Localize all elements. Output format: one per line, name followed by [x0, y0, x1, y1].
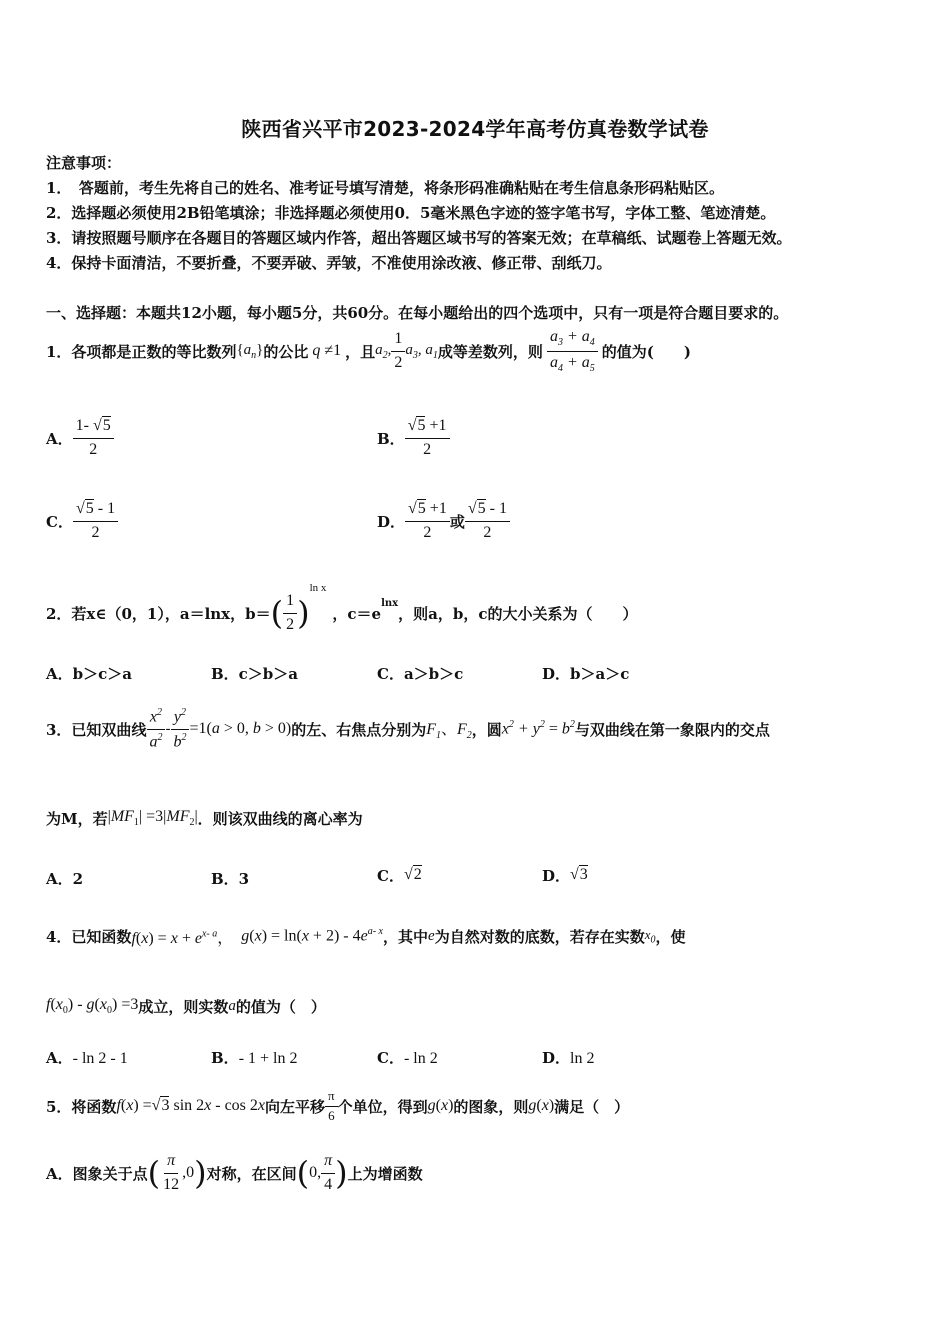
option-label: C．	[377, 866, 404, 885]
fraction: $\frac{1}{2}$	[283, 592, 297, 634]
option-label: B．	[377, 429, 405, 448]
q2-text: ，c＝e	[332, 604, 382, 623]
q4-text: 4．已知函数	[46, 927, 132, 946]
q4-option-b	[211, 1047, 297, 1068]
option-value: - ln 2	[403, 1050, 438, 1067]
question-3-cont	[46, 800, 363, 836]
or-text: 或	[449, 512, 465, 531]
q2-exponent: lnx	[381, 598, 399, 609]
q1-option-a	[46, 414, 114, 462]
q5-option-a	[46, 1144, 423, 1202]
exponent: ln x	[309, 582, 327, 594]
fraction: $\frac{y^2}{b^2}$	[170, 707, 189, 751]
q4-text: ，使	[655, 927, 686, 946]
left-paren: (	[270, 594, 284, 632]
fraction: $\frac{x^2}{a^2}$	[146, 707, 165, 751]
question-4	[46, 918, 686, 954]
fraction: $\frac{√5 - 1}{2}$	[73, 500, 118, 542]
q1-terms: $a_2$,	[375, 341, 392, 361]
fraction: $\frac{\pi}{12}$	[163, 1152, 180, 1193]
g-func: g(x)	[427, 1097, 454, 1114]
q3-text: ．则该双曲线的离心率为	[197, 809, 363, 828]
q1-text: 的值为( )	[601, 342, 691, 361]
q1-option-c	[46, 497, 118, 545]
q3-option-b: B．3	[211, 870, 250, 888]
zero-comma: 0,	[309, 1164, 322, 1181]
notice-heading: 注意事项：	[46, 154, 122, 172]
circle-eq: $x^2 + y^2 = b^2$	[501, 719, 575, 738]
foci: $F_1$、$F_2$	[426, 721, 472, 742]
q1-text: 成等差数列，则	[437, 342, 543, 361]
g-func: g(x)	[528, 1097, 555, 1114]
a-symbol: a	[228, 997, 236, 1014]
q2-option-b: B．c＞b＞a	[211, 665, 299, 683]
q3-text: 为M，若	[46, 809, 108, 828]
option-value: - ln 2 - 1	[72, 1050, 128, 1067]
q4-text: 成立，则实数	[138, 997, 229, 1016]
option-value: - 1 + ln 2	[238, 1050, 298, 1067]
q2-option-d: D．b＞a＞c	[542, 665, 630, 683]
minus: -	[165, 720, 171, 737]
question-4-cont	[46, 986, 326, 1026]
q1-seq: $\{a_n\}$	[236, 341, 264, 361]
option-label: B．	[211, 1049, 239, 1067]
q5-text: 5．将函数	[46, 1097, 117, 1116]
notice-item: 3．请按照题号顺序在各题目的答题区域内作答，超出答题区域书写的答案无效；在草稿纸、试题卷上答题无效。	[46, 229, 792, 247]
q2-text: 2．若x∈（0，1），a＝lnx，b＝	[46, 604, 271, 623]
q2-option-a: A．b＞c＞a	[46, 665, 132, 683]
notice-item: 1． 答题前，考生先将自己的姓名、准考证号填写清楚，将条形码准确粘贴在考生信息条形码粘贴区。	[46, 179, 724, 197]
fraction: $\frac{√5 +1}{2}$	[405, 500, 450, 542]
q1-option-d	[377, 497, 510, 545]
q1-half: $\frac{1}{2}$	[391, 330, 405, 372]
q2-option-c: C．a＞b＞c	[377, 665, 464, 683]
section-heading: 一、选择题：本题共12小题，每小题5分，共60分。在每小题给出的四个选项中，只有一项是符合题目要求的。	[46, 304, 789, 322]
q4-option-d	[542, 1047, 594, 1068]
equation: =1(a > 0, b > 0)	[189, 720, 292, 737]
g-def: $g(x) = \ln(x + 2) - 4e^{a- x}$	[241, 926, 383, 945]
f-def: f(x) =√3 sin 2x - cos 2x	[116, 1097, 266, 1114]
fraction: $\frac{\pi}{6}$	[325, 1089, 338, 1124]
fraction: $\frac{√5 - 1}{2}$	[465, 500, 510, 542]
sqrt-2: √2	[403, 866, 422, 883]
right-paren: )	[335, 1154, 348, 1192]
q5-text: 个单位，得到	[337, 1097, 428, 1116]
q3-option-c	[377, 858, 422, 892]
q4-option-c	[377, 1047, 438, 1068]
q3-option-a: A．2	[46, 870, 84, 888]
q4-text: 的值为（ ）	[235, 997, 326, 1016]
q3-text: 的左、右焦点分别为	[291, 720, 427, 739]
q5-text: 上为增函数	[347, 1164, 423, 1183]
comma-zero: ,0	[182, 1164, 195, 1181]
q5-text: A．图象关于点	[46, 1164, 148, 1183]
option-label: C．	[46, 512, 73, 531]
q3-text: 与双曲线在第一象限内的交点	[574, 720, 770, 739]
q1-text: 1．各项都是正数的等比数列	[46, 342, 237, 361]
q1-text: ，且	[345, 342, 376, 361]
option-label: A．	[46, 1049, 73, 1067]
sqrt-3: √3	[570, 866, 588, 883]
q3-text: 3．已知双曲线	[46, 720, 147, 739]
q5-text: 向左平移	[265, 1097, 326, 1116]
q1-text: 的公比	[263, 342, 309, 361]
q1-ratio-frac: $\frac{a_3 + a_4}{a_4 + a_5}$	[547, 328, 598, 374]
f-def: $f(x) = x + e^{x- a}$，	[131, 928, 234, 947]
notice-item: 4．保持卡面清洁，不要折叠，不要弄破、弄皱，不准使用涂改液、修正带、刮纸刀。	[46, 254, 612, 272]
q1-option-b	[377, 414, 450, 462]
q4-option-a	[46, 1047, 128, 1068]
option-label: D．	[542, 1049, 571, 1067]
e-symbol: e	[428, 927, 435, 944]
left-paren: (	[296, 1154, 310, 1192]
notice-item: 2．选择题必须使用2B铅笔填涂；非选择题必须使用0．5毫米黑色字迹的签字笔书写，字体工整、笔迹清楚。	[46, 204, 776, 222]
q4-text: 为自然对数的底数，若存在实数	[434, 927, 645, 946]
condition: $|MF_1| =3|MF_2|$	[107, 807, 198, 829]
q3-option-d	[542, 858, 588, 892]
option-label: A．	[46, 429, 73, 448]
fraction: $\frac{1- √5}{2}$	[73, 417, 114, 459]
page-title: 陕西省兴平市2023-2024学年高考仿真卷数学试卷	[241, 117, 709, 141]
option-label: D．	[377, 512, 406, 531]
question-3	[46, 697, 770, 761]
question-5	[46, 1084, 629, 1128]
question-2	[46, 584, 637, 642]
q5-text: 满足（ ）	[554, 1097, 630, 1116]
left-paren: (	[147, 1154, 161, 1192]
q5-text: 对称，在区间	[206, 1164, 297, 1183]
question-1	[46, 328, 691, 374]
option-value: ln 2	[570, 1050, 595, 1067]
q5-text: 的图象，则	[453, 1097, 529, 1116]
right-paren: )	[194, 1154, 207, 1192]
q1-ratio: q ≠1	[312, 342, 342, 359]
fraction: $\frac{√5 +1}{2}$	[405, 417, 450, 459]
option-label: C．	[377, 1049, 404, 1067]
x0: $x_0$	[644, 926, 656, 946]
q3-text: ，圆	[471, 720, 502, 739]
option-label: D．	[542, 866, 571, 885]
right-paren: )	[297, 594, 310, 632]
condition: $f(x_0) - g(x_0) =3$	[46, 995, 139, 1017]
q4-text: ，其中	[383, 927, 429, 946]
fraction: $\frac{\pi}{4}$	[321, 1152, 335, 1194]
q2-text: ，则a，b，c的大小关系为（ ）	[398, 604, 638, 623]
q1-terms2: $a_3$, $a_1$	[405, 341, 438, 361]
